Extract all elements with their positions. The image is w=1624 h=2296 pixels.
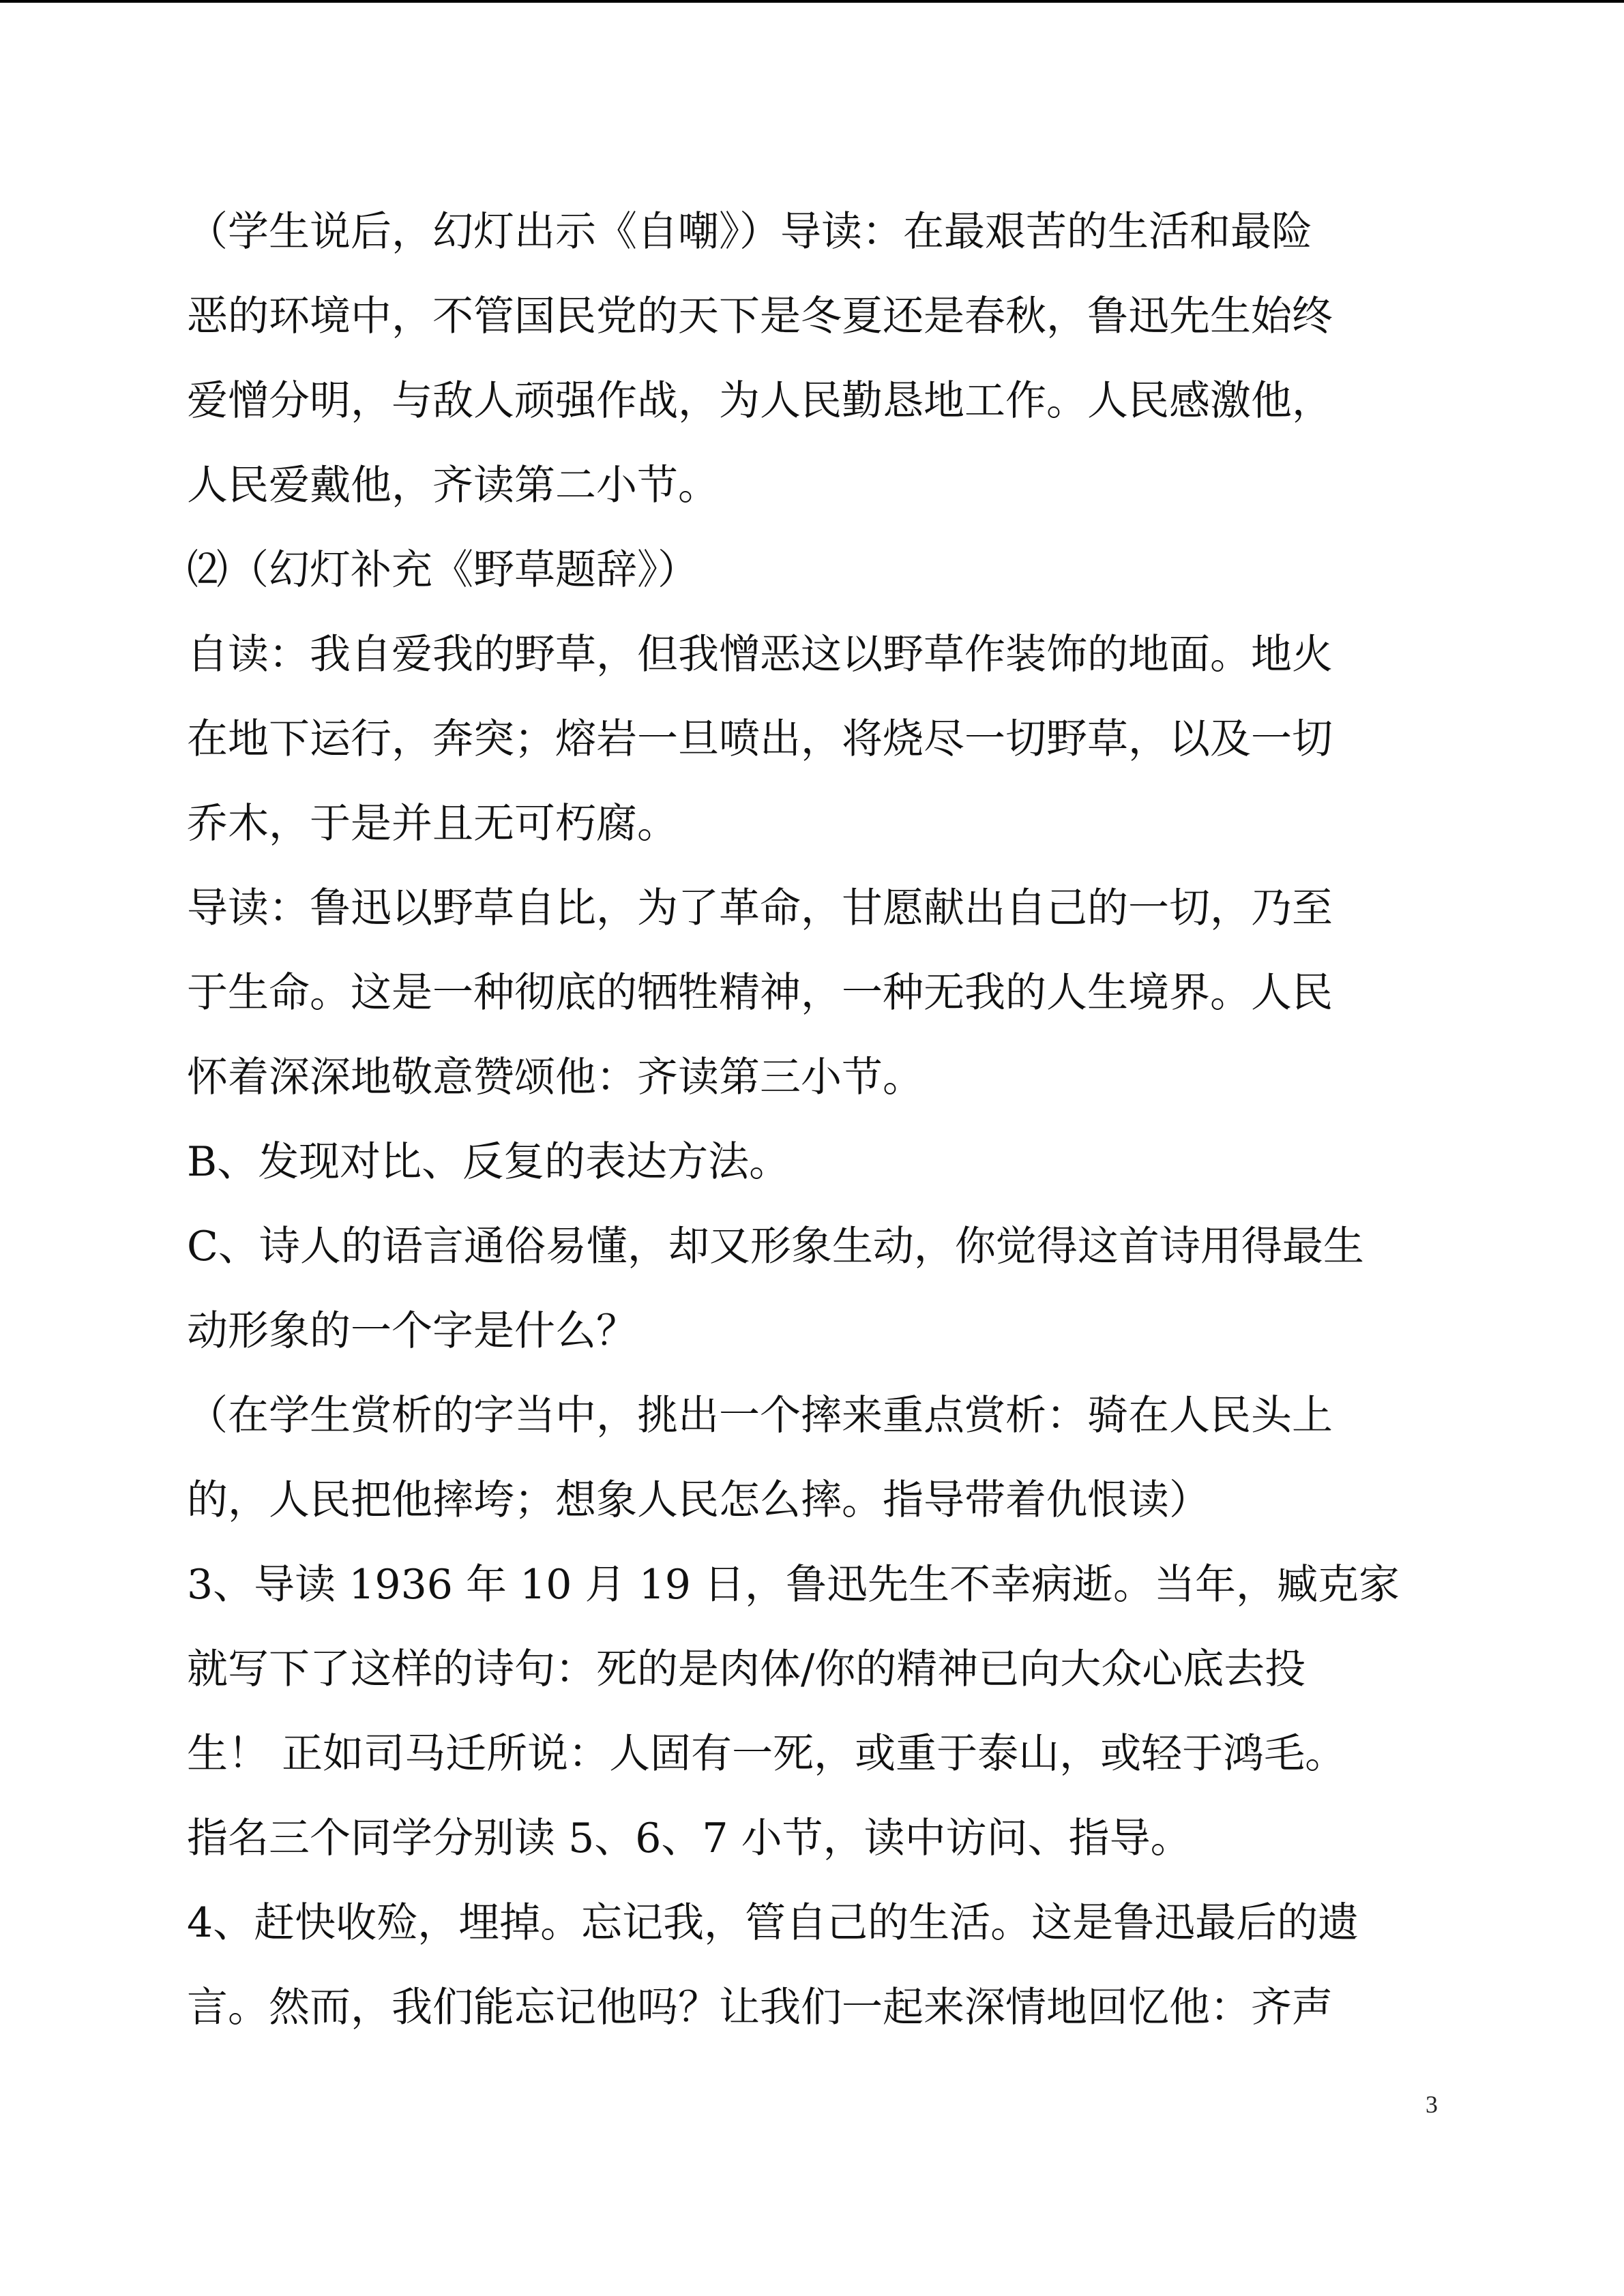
text-line: 3、导读 1936 年 10 月 19 日，鲁迅先生不幸病逝。当年，臧克家: [187, 1561, 1400, 1609]
text-line: 乔木，于是并且无可朽腐。: [187, 800, 678, 848]
text-line: 言。然而，我们能忘记他吗？让我们一起来深情地回忆他：齐声: [187, 1984, 1333, 2031]
text-line: 在地下运行，奔突；熔岩一旦喷出，将烧尽一切野草，以及一切: [187, 715, 1333, 763]
text-line: B、发现对比、反复的表达方法。: [187, 1138, 791, 1186]
text-line: 的，人民把他摔垮；想象人民怎么摔。指导带着仇恨读）: [187, 1476, 1210, 1524]
text-line: 4、赶快收殓，埋掉。忘记我，管自己的生活。这是鲁迅最后的遗: [187, 1899, 1359, 1947]
document-body: [187, 190, 1449, 2050]
text-line: （在学生赏析的字当中，挑出一个摔来重点赏析：骑在人民头上: [187, 1392, 1333, 1440]
page-number: 3: [1426, 2091, 1438, 2118]
text-line: 导读：鲁迅以野草自比，为了革命，甘愿献出自己的一切，乃至: [187, 884, 1333, 932]
page-top-border: [0, 0, 1624, 3]
text-line: 恶的环境中，不管国民党的天下是冬夏还是春秋，鲁迅先生始终: [187, 293, 1333, 340]
text-line: 自读：我自爱我的野草，但我憎恶这以野草作装饰的地面。地火: [187, 631, 1333, 679]
text-line: 人民爱戴他，齐读第二小节。: [187, 462, 719, 509]
text-line: 就写下了这样的诗句：死的是肉体/你的精神已向大众心底去投: [187, 1645, 1306, 1693]
text-line: 动形象的一个字是什么？: [187, 1307, 637, 1355]
text-line: 指名三个同学分别读 5、6、7 小节，读中访问、指导。: [187, 1815, 1192, 1862]
text-line: 怀着深深地敬意赞颂他：齐读第三小节。: [187, 1054, 924, 1101]
text-line: C、诗人的语言通俗易懂，却又形象生动，你觉得这首诗用得最生: [187, 1223, 1364, 1270]
text-line: （学生说后，幻灯出示《自嘲》）导读：在最艰苦的生活和最险: [187, 208, 1312, 256]
text-line: 于生命。这是一种彻底的牺牲精神，一种无我的人生境界。人民: [187, 969, 1333, 1017]
text-line: 生！ 正如司马迁所说：人固有一死，或重于泰山，或轻于鸿毛。: [187, 1730, 1346, 1778]
text-line: ⑵（幻灯补充《野草题辞》）: [187, 546, 698, 594]
text-line: 爱憎分明，与敌人顽强作战，为人民勤恳地工作。人民感激他，: [187, 377, 1333, 425]
